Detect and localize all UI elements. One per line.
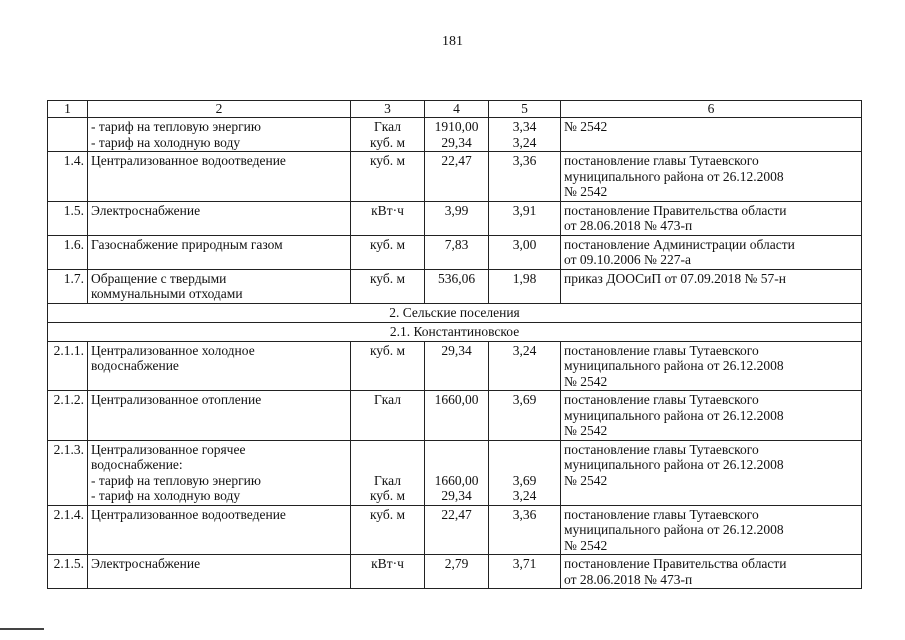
row-name-cell (88, 235, 351, 269)
row-document-cell (561, 341, 862, 391)
row-name-line: Электроснабжение (91, 202, 201, 218)
row-value-line: 2,79 (444, 556, 469, 571)
row-value-cell (425, 341, 489, 391)
row-document-cell (561, 505, 862, 555)
table-row (48, 555, 862, 589)
row-name-line: коммунальными отходами (91, 286, 243, 301)
section-title: 2. Сельские поселения (48, 303, 862, 322)
row-value-cell (425, 505, 489, 555)
row-unit-cell (351, 440, 425, 505)
row-name-line: Централизованное горячее (91, 441, 246, 457)
table-row (48, 391, 862, 441)
row-document-cell (561, 152, 862, 202)
row-value-line: 1910,00 (434, 119, 479, 134)
row-unit-line: Гкал (373, 392, 401, 407)
row-value-cell (425, 235, 489, 269)
row-rate-line: 3,69 (512, 392, 537, 407)
row-rate-line (492, 442, 557, 458)
column-header: 3 (351, 101, 425, 118)
row-rate-cell (489, 152, 561, 202)
row-name-line: Обращение с твердыми (91, 270, 227, 286)
row-number: 2.1.1. (48, 341, 88, 391)
row-document-line: от 28.06.2018 № 473-п (564, 571, 693, 587)
row-value-cell (425, 269, 489, 303)
page-edge-mark (0, 628, 44, 630)
row-document-line: приказ ДООСиП от 07.09.2018 № 57-н (564, 270, 786, 286)
row-rate-line: 3,34 (512, 119, 537, 134)
row-unit-cell (351, 269, 425, 303)
row-value-line: 3,99 (444, 202, 469, 218)
row-name-line: - тариф на тепловую энергию (91, 472, 261, 488)
row-unit-line: куб. м (369, 342, 406, 358)
row-number: 2.1.3. (48, 440, 88, 505)
table-row (48, 201, 862, 235)
row-document-line: постановление главы Тутаевского (564, 506, 759, 522)
row-document-line: № 2542 (564, 119, 608, 134)
row-number: 2.1.5. (48, 555, 88, 589)
row-value-line: 29,34 (441, 134, 472, 150)
row-document-line: постановление главы Тутаевского (564, 153, 759, 168)
row-rate-line: 1,98 (512, 270, 537, 286)
row-value-line (428, 442, 485, 458)
row-value-line: 22,47 (441, 153, 472, 168)
table-row (48, 440, 862, 505)
row-value-line: 29,34 (441, 488, 472, 503)
row-rate-line: 3,00 (512, 236, 537, 252)
row-rate-cell (489, 269, 561, 303)
row-document-line: № 2542 (564, 373, 608, 389)
row-rate-line: 3,36 (512, 153, 537, 168)
row-rate-line: 3,71 (512, 556, 537, 571)
row-name-cell (88, 440, 351, 505)
row-rate-cell (489, 341, 561, 391)
row-rate-line: 3,24 (512, 488, 537, 503)
row-value-line: 1660,00 (434, 472, 479, 488)
row-rate-cell (489, 440, 561, 505)
row-name-line: Электроснабжение (91, 556, 201, 571)
row-document-cell (561, 269, 862, 303)
row-unit-line: куб. м (369, 506, 406, 522)
row-name-cell (88, 505, 351, 555)
row-rate-line: 3,24 (512, 342, 537, 358)
column-header: 5 (489, 101, 561, 118)
row-rate-cell (489, 201, 561, 235)
row-unit-line: куб. м (369, 488, 406, 503)
row-value-cell (425, 201, 489, 235)
row-document-cell (561, 118, 862, 152)
row-name-line: - тариф на холодную воду (91, 488, 241, 503)
row-document-line: постановление главы Тутаевского (564, 392, 759, 407)
column-header: 2 (88, 101, 351, 118)
row-rate-line: 3,24 (512, 134, 537, 150)
row-unit-line: кВт·ч (371, 556, 404, 571)
row-document-line: № 2542 (564, 472, 608, 488)
row-unit-line (354, 457, 421, 473)
row-name-cell (88, 152, 351, 202)
table-row (48, 269, 862, 303)
row-rate-cell (489, 235, 561, 269)
row-value-cell (425, 555, 489, 589)
row-rate-line (492, 457, 557, 473)
row-name-line: водоснабжение: (91, 457, 183, 472)
table-row (48, 152, 862, 202)
row-document-line: № 2542 (564, 537, 608, 553)
row-rate-cell (489, 505, 561, 555)
row-rate-cell (489, 391, 561, 441)
row-number: 1.7. (48, 269, 88, 303)
row-document-line: муниципального района от 26.12.2008 (564, 168, 784, 184)
tariff-table (47, 100, 862, 589)
section-row (48, 303, 862, 322)
row-unit-line: куб. м (369, 134, 406, 150)
row-number: 2.1.2. (48, 391, 88, 441)
row-document-cell (561, 391, 862, 441)
row-unit-cell (351, 505, 425, 555)
page-number: 181 (442, 34, 463, 49)
table-header-row (48, 101, 862, 118)
table-row (48, 341, 862, 391)
row-rate-line: 3,91 (512, 202, 537, 218)
row-name-line: - тариф на тепловую энергию (91, 119, 261, 134)
row-document-line: № 2542 (564, 184, 608, 199)
row-number: 1.4. (48, 152, 88, 202)
row-name-line: Централизованное водоотведение (91, 153, 286, 168)
column-header: 1 (48, 101, 88, 118)
row-value-line: 536,06 (437, 270, 476, 286)
row-document-cell (561, 235, 862, 269)
row-name-cell (88, 118, 351, 152)
row-unit-line: куб. м (369, 236, 406, 252)
section-row (48, 322, 862, 341)
row-number: 2.1.4. (48, 505, 88, 555)
row-document-line: муниципального района от 26.12.2008 (564, 407, 784, 423)
row-document-line: от 09.10.2006 № 227-а (564, 252, 691, 267)
column-header: 4 (425, 101, 489, 118)
row-number: 1.5. (48, 201, 88, 235)
row-unit-line: Гкал (373, 119, 401, 134)
row-unit-cell (351, 201, 425, 235)
table-row (48, 505, 862, 555)
row-rate-cell (489, 555, 561, 589)
row-unit-cell (351, 555, 425, 589)
row-document-line: постановление Администрации области (564, 236, 795, 252)
table-row (48, 118, 862, 152)
row-unit-cell (351, 118, 425, 152)
row-rate-line: 3,69 (512, 472, 537, 488)
row-unit-line: куб. м (369, 270, 406, 286)
row-name-cell (88, 201, 351, 235)
row-unit-line: Гкал (373, 472, 401, 488)
row-document-line: постановление Правительства области (564, 202, 787, 218)
row-value-line: 1660,00 (434, 392, 479, 407)
row-unit-line (354, 442, 421, 458)
row-number: 1.6. (48, 235, 88, 269)
column-header: 6 (561, 101, 862, 118)
row-document-line: постановление Правительства области (564, 556, 787, 571)
row-unit-cell (351, 152, 425, 202)
row-value-cell (425, 391, 489, 441)
row-name-cell (88, 341, 351, 391)
row-value-cell (425, 152, 489, 202)
row-name-line: Централизованное холодное (91, 342, 255, 358)
table-row (48, 235, 862, 269)
row-document-line: муниципального района от 26.12.2008 (564, 457, 784, 472)
row-value-line: 22,47 (441, 506, 472, 522)
row-document-line: постановление главы Тутаевского (564, 441, 759, 457)
row-value-line (428, 457, 485, 473)
row-unit-line: кВт·ч (371, 202, 404, 218)
row-value-cell (425, 118, 489, 152)
row-number (48, 118, 88, 152)
row-name-line: Газоснабжение природным газом (91, 236, 283, 252)
row-document-cell (561, 440, 862, 505)
row-value-line: 7,83 (444, 236, 469, 252)
row-name-line: Централизованное отопление (91, 392, 262, 407)
row-document-cell (561, 555, 862, 589)
row-rate-cell (489, 118, 561, 152)
section-title: 2.1. Константиновское (48, 322, 862, 341)
row-unit-cell (351, 391, 425, 441)
row-document-line: № 2542 (564, 423, 608, 438)
row-name-line: Централизованное водоотведение (91, 506, 286, 522)
row-document-line: муниципального района от 26.12.2008 (564, 522, 784, 537)
row-name-line: водоснабжение (91, 358, 179, 373)
row-document-line: муниципального района от 26.12.2008 (564, 358, 784, 373)
row-document-line: постановление главы Тутаевского (564, 342, 759, 358)
row-document-cell (561, 201, 862, 235)
row-unit-cell (351, 341, 425, 391)
row-value-cell (425, 440, 489, 505)
row-name-cell (88, 391, 351, 441)
row-document-line: от 28.06.2018 № 473-п (564, 218, 693, 233)
row-rate-line: 3,36 (512, 506, 537, 522)
row-name-cell (88, 269, 351, 303)
row-unit-line: куб. м (369, 153, 406, 168)
row-name-line: - тариф на холодную воду (91, 134, 241, 150)
row-value-line: 29,34 (441, 342, 472, 358)
row-name-cell (88, 555, 351, 589)
row-unit-cell (351, 235, 425, 269)
